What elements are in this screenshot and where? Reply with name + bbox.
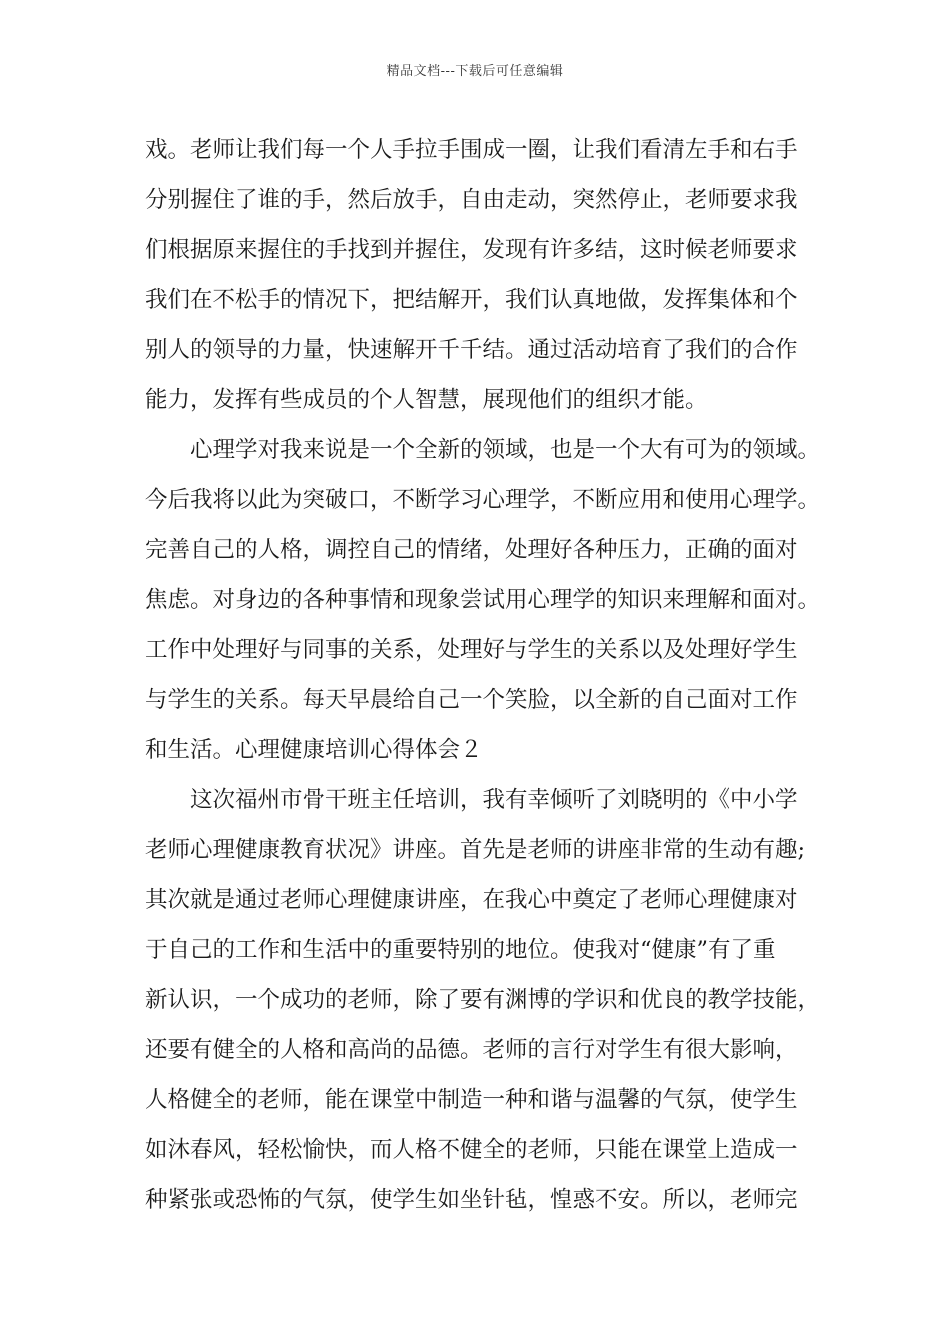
- text-line: 新认识，一个成功的老师，除了要有渊博的学识和优良的教学技能，: [145, 987, 821, 1013]
- text-line: 别人的领导的力量，快速解开千千结。通过活动培育了我们的合作: [145, 337, 798, 363]
- text-line: 今后我将以此为突破口，不断学习心理学，不断应用和使用心理学。: [145, 487, 821, 513]
- text-line: 心理学对我来说是一个全新的领域，也是一个大有可为的领域。: [145, 437, 821, 463]
- text-line: 与学生的关系。每天早晨给自己一个笑脸，以全新的自己面对工作: [145, 687, 798, 713]
- text-line: 于自己的工作和生活中的重要特别的地位。使我对“健康”有了重: [145, 937, 776, 963]
- page-header: 精品文档---下载后可任意编辑: [386, 64, 564, 79]
- text-line: 我们在不松手的情况下，把结解开，我们认真地做，发挥集体和个: [145, 287, 798, 313]
- text-line: 和生活。心理健康培训心得体会２: [145, 737, 483, 763]
- text-line: 工作中处理好与同事的关系，处理好与学生的关系以及处理好学生: [145, 637, 798, 663]
- text-line: 分别握住了谁的手，然后放手，自由走动，突然停止，老师要求我: [145, 187, 798, 213]
- text-line: 其次就是通过老师心理健康讲座，在我心中奠定了老师心理健康对: [145, 887, 798, 913]
- text-line: 们根据原来握住的手找到并握住，发现有许多结，这时候老师要求: [145, 237, 798, 263]
- text-line: 完善自己的人格，调控自己的情绪，处理好各种压力，正确的面对: [145, 537, 798, 563]
- text-line: 能力，发挥有些成员的个人智慧，展现他们的组织才能。: [145, 387, 708, 413]
- text-line: 如沐春风，轻松愉快，而人格不健全的老师，只能在课堂上造成一: [145, 1137, 798, 1163]
- text-line: 还要有健全的人格和高尚的品德。老师的言行对学生有很大影响，: [145, 1037, 798, 1063]
- text-line: 这次福州市骨干班主任培训，我有幸倾听了刘晓明的《中小学: [145, 787, 798, 813]
- text-line: 戏。老师让我们每一个人手拉手围成一圈，让我们看清左手和右手: [145, 137, 798, 163]
- text-line: 焦虑。对身边的各种事情和现象尝试用心理学的知识来理解和面对。: [145, 587, 821, 613]
- text-line: 种紧张或恐怖的气氛，使学生如坐针毡，惶惑不安。所以，老师完: [145, 1187, 798, 1213]
- document-body: [145, 125, 825, 1225]
- text-line: 老师心理健康教育状况》讲座。首先是老师的讲座非常的生动有趣;: [145, 837, 806, 863]
- text-line: 人格健全的老师，能在课堂中制造一种和谐与温馨的气氛，使学生: [145, 1087, 798, 1113]
